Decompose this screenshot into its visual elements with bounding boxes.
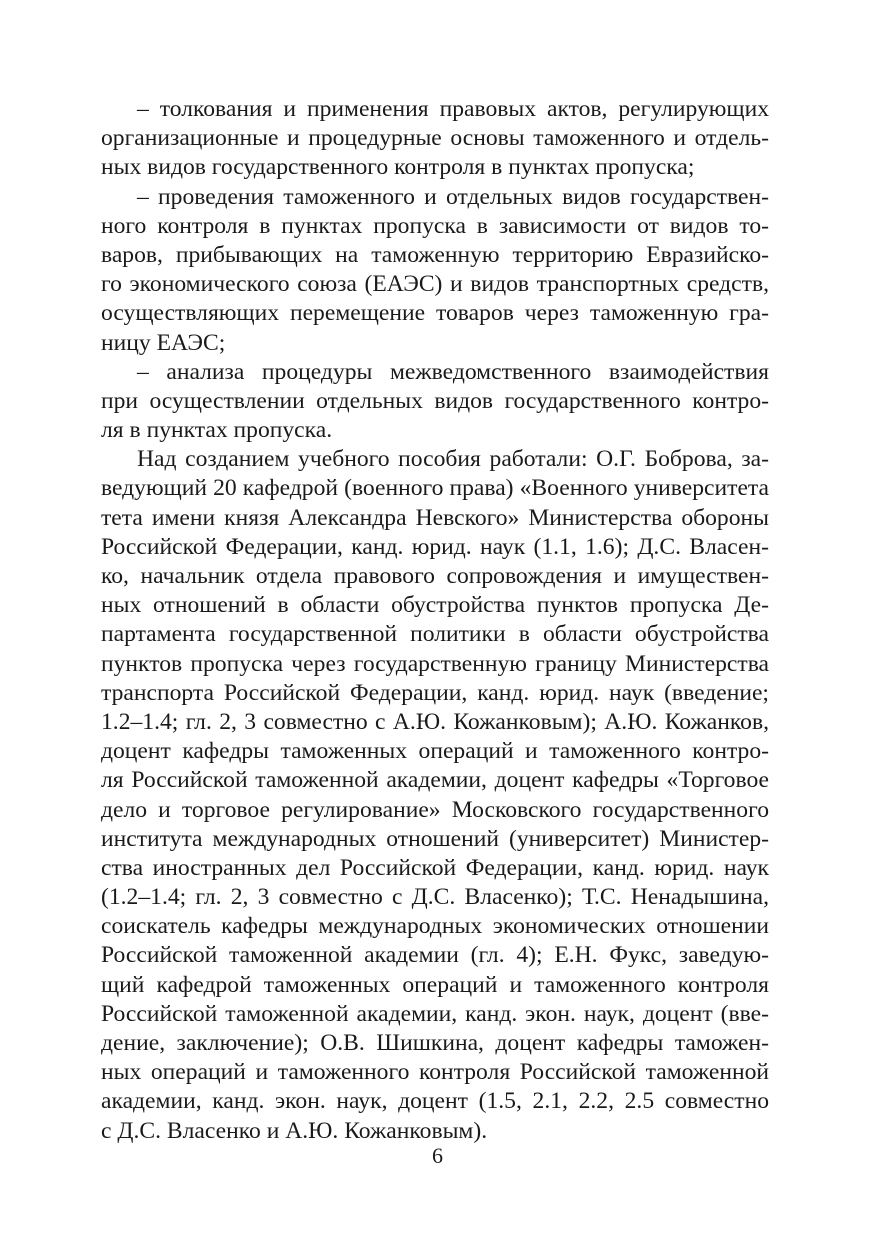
text-line: пунктов пропуска через государственную границу Министерства bbox=[101, 650, 769, 677]
text-line: варов, прибывающих на таможенную территорию Евразийско- bbox=[101, 241, 769, 268]
text-line: Российской Федерации, канд. юрид. наук (1.1, 1.6); Д.С. Власен- bbox=[101, 533, 769, 560]
text-line: (1.2–1.4; гл. 2, 3 совместно с Д.С. Власенко); Т.С. Ненадышина, bbox=[101, 884, 769, 911]
text-line: дело и торговое регулирование» Московского государственного bbox=[101, 796, 769, 823]
text-line: Российской таможенной академии (гл. 4); Е.Н. Фукс, заведую- bbox=[101, 942, 769, 969]
text-line: организационные и процедурные основы таможенного и отдель- bbox=[101, 125, 769, 152]
text-line: академии, канд. экон. наук, доцент (1.5, 2.1, 2.2, 2.5 совместно bbox=[101, 1088, 769, 1115]
text-line: – толкования и применения правовых актов, регулирующих bbox=[137, 96, 769, 122]
text-line: дение, заключение); О.В. Шишкина, доцент кафедры таможен- bbox=[101, 1030, 769, 1056]
text-line: при осуществлении отдельных видов государственного контро- bbox=[101, 387, 769, 414]
page-number: 6 bbox=[432, 1143, 443, 1168]
text-line: соискатель кафедры международных экономических отношении bbox=[101, 913, 769, 940]
text-line: ных операций и таможенного контроля Российской таможенной bbox=[101, 1059, 769, 1086]
text-line: с Д.С. Власенко и А.Ю. Кожанковым). bbox=[101, 1117, 488, 1144]
text-line: транспорта Российской Федерации, канд. юрид. наук (введение; bbox=[101, 679, 769, 706]
text-line: Российской таможенной академии, канд. экон. наук, доцент (вве- bbox=[101, 1000, 769, 1027]
document-body bbox=[101, 95, 769, 1146]
text-line: доцент кафедры таможенных операций и таможенного контро- bbox=[101, 738, 769, 765]
text-line: го экономического союза (ЕАЭС) и видов транспортных средств, bbox=[101, 271, 769, 298]
text-line: ницу ЕАЭС; bbox=[101, 329, 226, 356]
text-line: ного контроля в пунктах пропуска в зависимости от видов то- bbox=[101, 212, 769, 239]
text-line: щий кафедрой таможенных операций и таможенного контроля bbox=[101, 971, 769, 998]
text-line: ства иностранных дел Российской Федерации, канд. юрид. наук bbox=[101, 854, 769, 881]
text-line: ных видов государственного контроля в пунктах пропуска; bbox=[101, 154, 695, 181]
text-line: тета имени князя Александра Невского» Министерства обороны bbox=[101, 504, 769, 531]
text-line: ко, начальник отдела правового сопровождения и имуществен- bbox=[101, 563, 769, 589]
text-line: Над созданием учебного пособия работали: О.Г. Боброва, за- bbox=[137, 446, 769, 473]
text-line: института международных отношений (университет) Министер- bbox=[101, 825, 769, 852]
text-line: ных отношений в области обустройства пунктов пропуска Де- bbox=[101, 592, 769, 619]
text-line: партамента государственной политики в области обустройства bbox=[101, 621, 769, 648]
text-line: ля в пунктах пропуска. bbox=[101, 417, 333, 444]
text-line: – анализа процедуры межведомственного взаимодействия bbox=[137, 358, 769, 385]
text-line: осуществляющих перемещение товаров через таможенную гра- bbox=[101, 300, 769, 327]
text-line: 1.2–1.4; гл. 2, 3 совместно с А.Ю. Кожанковым); А.Ю. Кожанков, bbox=[101, 708, 769, 735]
text-line: – проведения таможенного и отдельных видов государствен- bbox=[137, 183, 769, 210]
text-line: ведующий 20 кафедрой (военного права) «Военного университета bbox=[101, 475, 769, 502]
text-line: ля Российской таможенной академии, доцент кафедры «Торговое bbox=[101, 767, 769, 794]
